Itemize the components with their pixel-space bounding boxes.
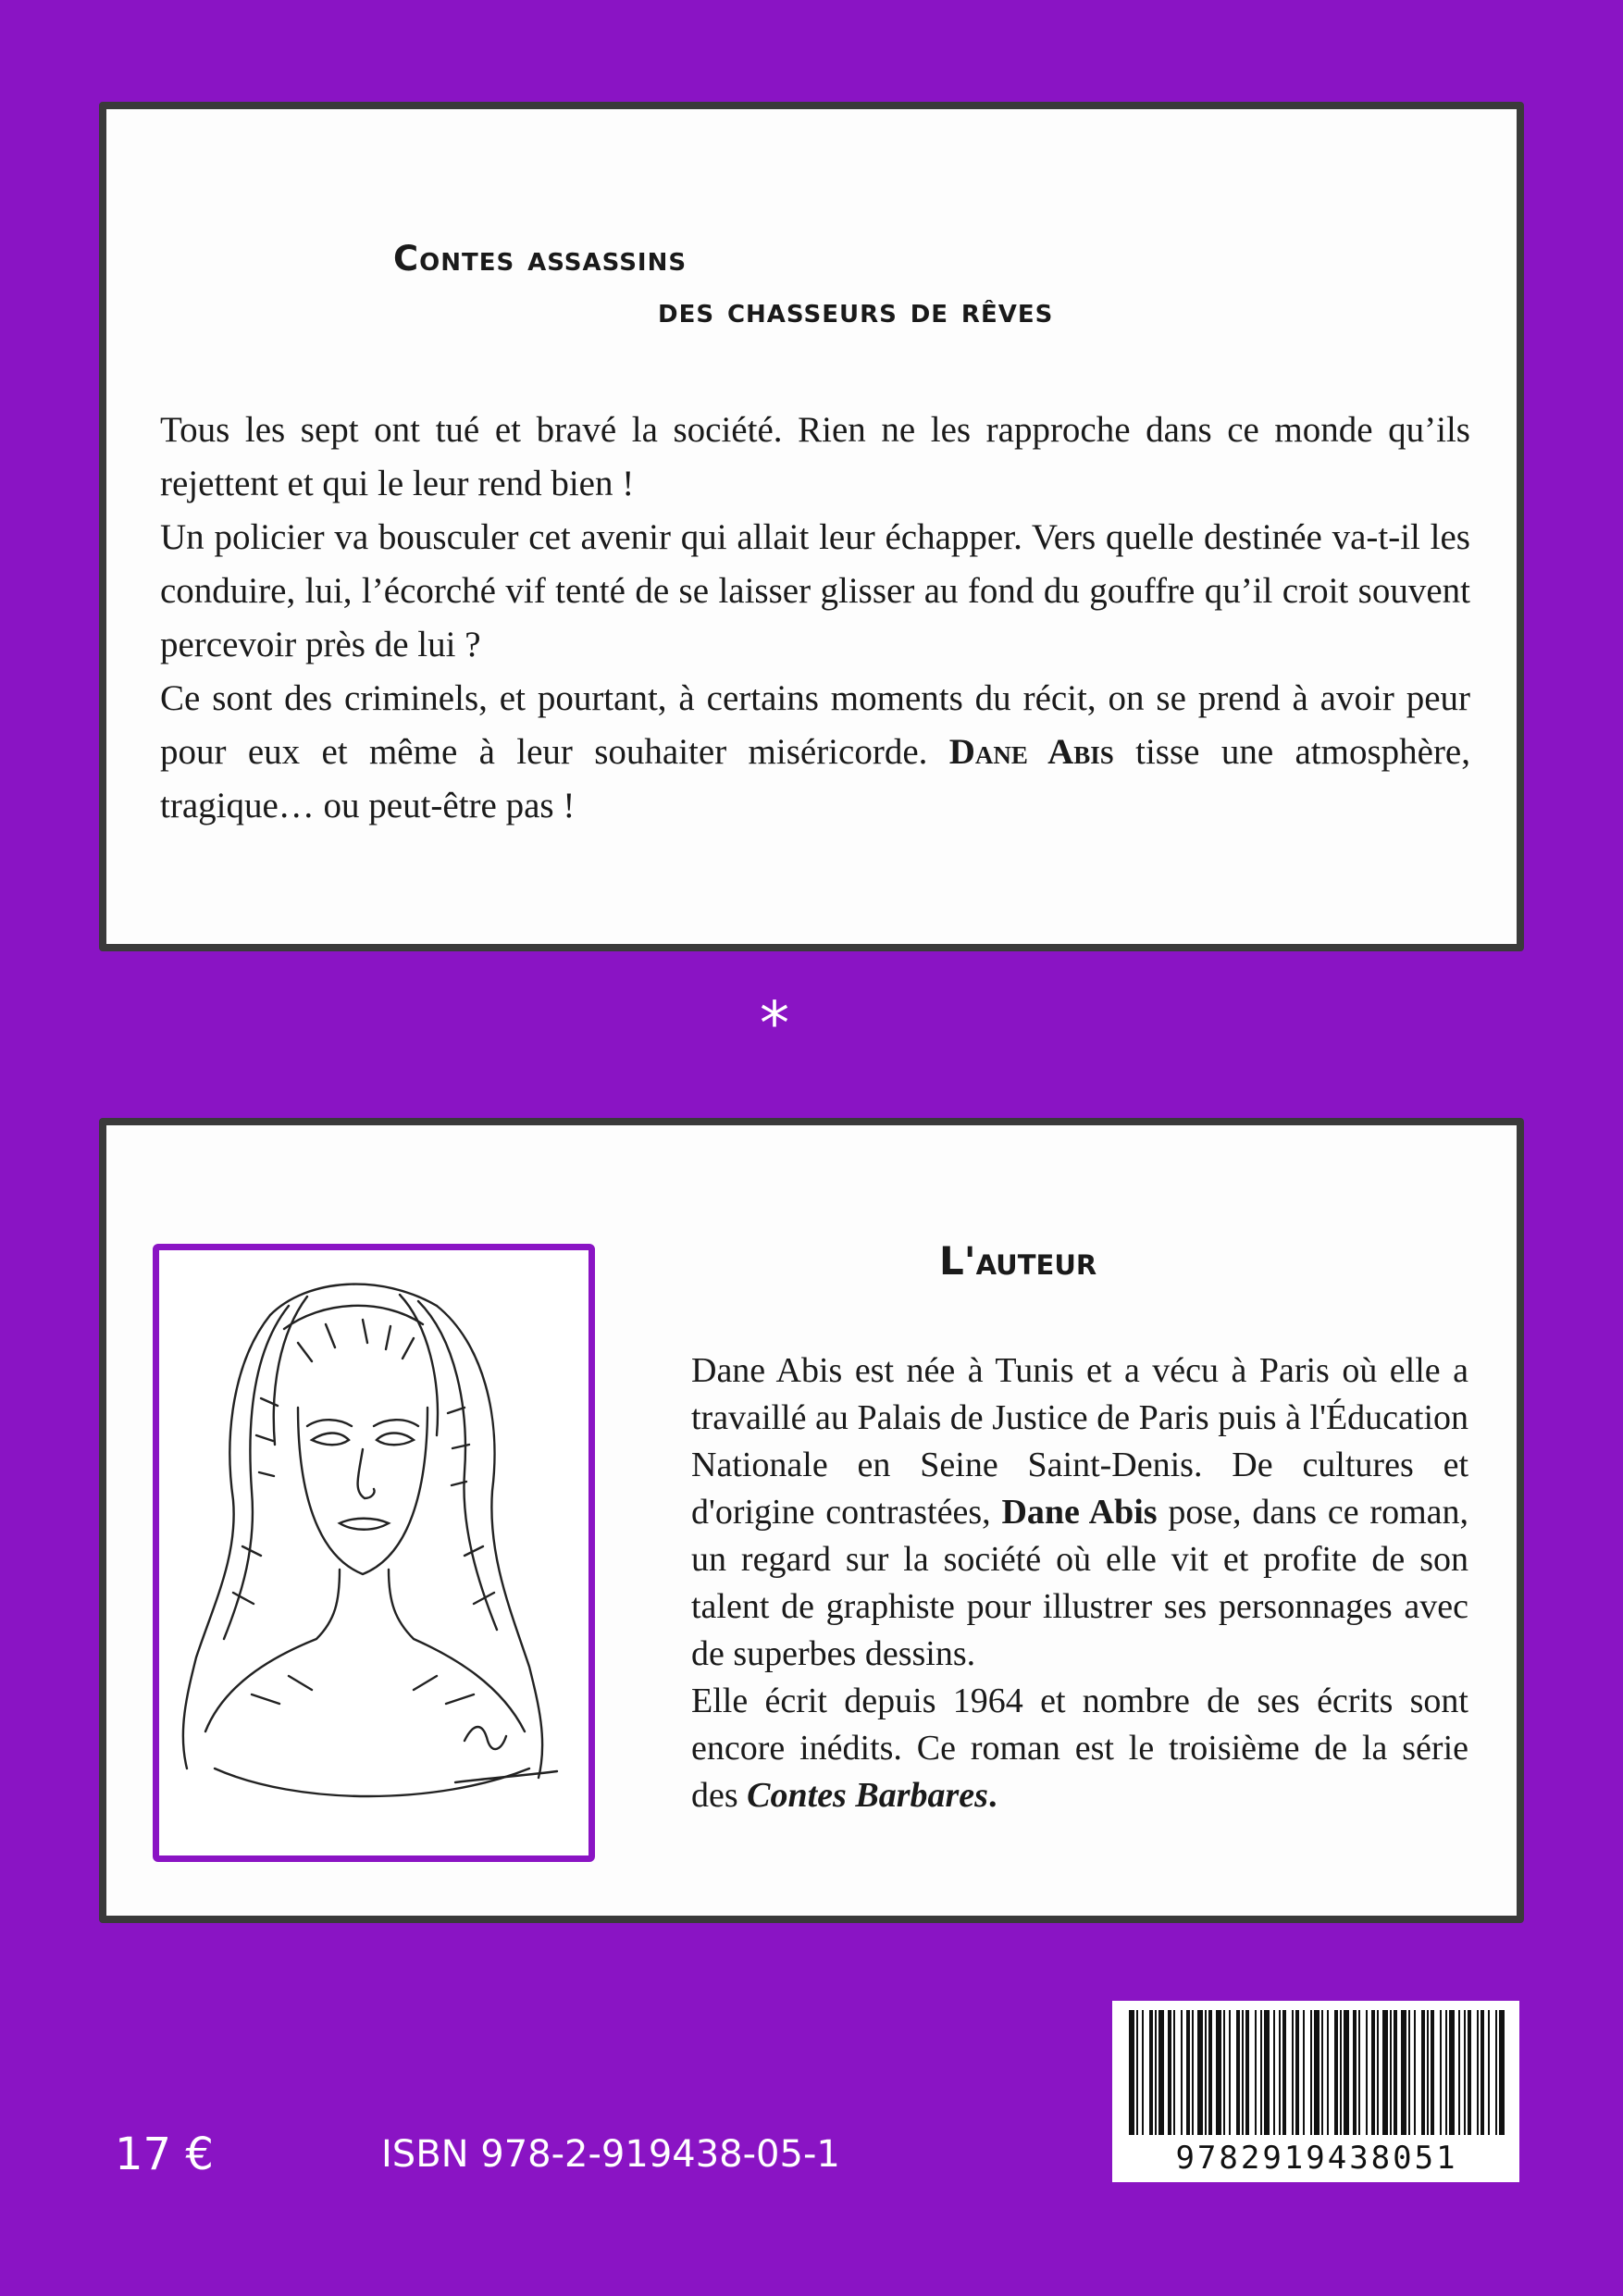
bio-series-title: Contes Barbares xyxy=(747,1776,988,1815)
barcode-bar xyxy=(1495,2010,1497,2135)
barcode-bar xyxy=(1192,2010,1194,2135)
barcode-bar xyxy=(1431,2010,1434,2135)
barcode-bar xyxy=(1464,2010,1466,2135)
barcode-bar xyxy=(1129,2010,1134,2135)
barcode-bar xyxy=(1334,2010,1338,2135)
barcode-bar xyxy=(1366,2010,1368,2135)
barcode-bar xyxy=(1216,2010,1221,2135)
synopsis-p3-start: Ce sont des criminels, et pourtant, à certains moments du récit, on se prend à avoir peur pour eux et même à leur souhaiter miséricorde. xyxy=(160,678,1470,772)
barcode-bar xyxy=(1408,2010,1410,2135)
barcode-bar xyxy=(1273,2010,1275,2135)
barcode-bar xyxy=(1282,2010,1286,2135)
barcode-bar xyxy=(1477,2010,1479,2135)
synopsis-paragraph-1: Tous les sept ont tué et bravé la société. Rien ne les rapproche dans ce monde qu’ils rejettent et qui le leur rend bien ! xyxy=(160,410,1470,503)
barcode-bar xyxy=(1264,2010,1270,2135)
bio-period: . xyxy=(987,1776,997,1815)
author-name-inline: Dane Abis xyxy=(948,732,1114,772)
barcode-bar xyxy=(1295,2010,1299,2135)
synopsis-p3-end: tisse une atmosphère, tragique… ou peut-être pas ! xyxy=(160,732,1470,825)
synopsis-paragraph-2: Un policier va bousculer cet avenir qui allait leur échapper. Vers quelle destinée va-t-il les conduire, lui, l’écorché vif tenté de se laisser glisser au fond du gouffre qu’il croit souvent percevoir près de lui ? xyxy=(160,517,1470,664)
barcode-bar xyxy=(1155,2010,1157,2135)
barcode-bar xyxy=(1481,2010,1484,2135)
barcode-bar xyxy=(1158,2010,1164,2135)
barcode-bar xyxy=(1208,2010,1212,2135)
barcode-bar xyxy=(1377,2010,1379,2135)
barcode-bar xyxy=(1186,2010,1190,2135)
bio-paragraph-1 xyxy=(691,1347,1468,1678)
barcode-digits: 9782919438051 xyxy=(1175,2140,1458,2177)
barcode-bar xyxy=(1344,2010,1349,2135)
barcode-bars-icon xyxy=(1112,2001,1519,2140)
bio-text-3: Elle écrit depuis 1964 et nombre de ses écrits sont encore inédits. Ce roman est le troisième de la série des xyxy=(691,1682,1468,1815)
barcode-bar xyxy=(1260,2010,1262,2135)
barcode-bar xyxy=(1136,2010,1138,2135)
author-panel xyxy=(99,1118,1524,1923)
barcode-bar xyxy=(1242,2010,1244,2135)
barcode-bar xyxy=(1488,2010,1490,2135)
barcode-bar xyxy=(1321,2010,1323,2135)
barcode-bar xyxy=(1468,2010,1471,2135)
author-bio xyxy=(691,1347,1468,1819)
barcode-bar xyxy=(1427,2010,1429,2135)
barcode-bar xyxy=(1142,2010,1144,2135)
barcode-bar xyxy=(1292,2010,1294,2135)
barcode-bar xyxy=(1173,2010,1175,2135)
barcode-bar xyxy=(1414,2010,1416,2135)
barcode-bar xyxy=(1458,2010,1460,2135)
barcode-bar xyxy=(1310,2010,1312,2135)
barcode-bar xyxy=(1197,2010,1203,2135)
barcode-bar xyxy=(1449,2010,1455,2135)
barcode xyxy=(1112,2001,1519,2182)
barcode-bar xyxy=(1314,2010,1319,2135)
barcode-bar xyxy=(1358,2010,1360,2135)
barcode-bar xyxy=(1149,2010,1153,2135)
barcode-bar xyxy=(1394,2010,1397,2135)
price-label: 17 € xyxy=(115,2128,214,2180)
isbn-label: ISBN 978-2-919438-05-1 xyxy=(381,2133,840,2176)
barcode-bar xyxy=(1421,2010,1425,2135)
section-separator: * xyxy=(760,990,789,1059)
barcode-bar xyxy=(1440,2010,1442,2135)
barcode-bar xyxy=(1255,2010,1257,2135)
synopsis-panel xyxy=(99,102,1524,951)
barcode-bar xyxy=(1181,2010,1183,2135)
barcode-bar xyxy=(1382,2010,1388,2135)
barcode-bar xyxy=(1340,2010,1342,2135)
barcode-bar xyxy=(1499,2010,1505,2135)
synopsis-paragraph-3 xyxy=(160,672,1470,833)
author-heading: L'auteur xyxy=(939,1238,1097,1284)
barcode-bar xyxy=(1229,2010,1231,2135)
bio-paragraph-2 xyxy=(691,1678,1468,1819)
barcode-bar xyxy=(1445,2010,1447,2135)
barcode-bar xyxy=(1390,2010,1392,2135)
barcode-bar xyxy=(1303,2010,1305,2135)
barcode-bar xyxy=(1327,2010,1329,2135)
bio-author-name: Dane Abis xyxy=(1001,1493,1158,1532)
barcode-bar xyxy=(1279,2010,1281,2135)
barcode-bar xyxy=(1236,2010,1240,2135)
barcode-bar xyxy=(1205,2010,1207,2135)
bio-text-2: pose, dans ce roman, un regard sur la société où elle vit et profite de son talent de graphiste pour illustrer ses personnages avec de superbes dessins. xyxy=(691,1493,1468,1673)
barcode-bar xyxy=(1353,2010,1357,2135)
synopsis-text xyxy=(160,403,1470,833)
barcode-bar xyxy=(1168,2010,1171,2135)
barcode-bar xyxy=(1371,2010,1375,2135)
barcode-bar xyxy=(1401,2010,1406,2135)
bio-text-1: Dane Abis est née à Tunis et a vécu à Paris où elle a travaillé au Palais de Justice de Paris puis à l'Éducation Nationale en Seine Saint-Denis. De cultures et d'origine contrastées, xyxy=(691,1351,1468,1532)
portrait-drawing-icon xyxy=(153,1244,595,1862)
book-title-line-1: Contes assassins xyxy=(393,239,688,279)
book-title-line-2: des chasseurs de rêves xyxy=(658,291,1054,330)
barcode-bar xyxy=(1245,2010,1249,2135)
barcode-bar xyxy=(1223,2010,1225,2135)
